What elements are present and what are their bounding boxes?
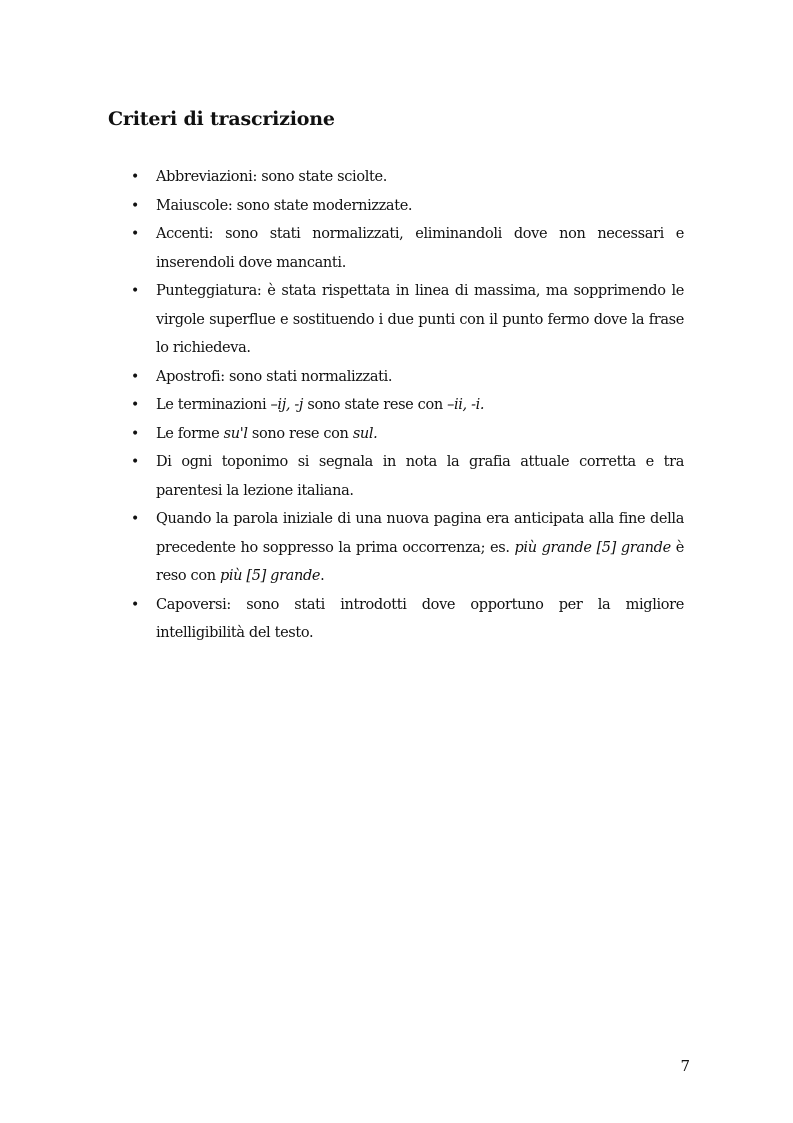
list-item <box>131 505 684 591</box>
bullet-marker: • <box>131 169 139 185</box>
page-number: 7 <box>680 1057 690 1075</box>
italic-text: più grande [5] grande <box>514 539 671 556</box>
bullet-marker: • <box>131 596 139 613</box>
list-item <box>131 192 684 221</box>
bullet-marker: • <box>131 511 139 527</box>
criteria-list <box>131 163 684 648</box>
item-text: Le terminazioni <box>156 397 271 413</box>
bullet-marker: • <box>131 397 139 413</box>
italic-text: sul. <box>352 425 378 442</box>
list-item <box>131 163 684 192</box>
item-text: Apostrofi: sono stati normalizzati. <box>156 368 393 385</box>
list-item <box>131 591 684 648</box>
bullet-marker: • <box>131 226 139 242</box>
bullet-marker: • <box>131 283 139 299</box>
item-text: sono state rese con <box>303 397 448 413</box>
italic-text: più [5] grande <box>219 568 321 584</box>
item-text: sono rese con <box>247 425 353 442</box>
list-item <box>131 448 684 505</box>
bullet-marker: • <box>131 425 139 442</box>
italic-text: su'l <box>223 425 248 442</box>
italic-text: –ii, <box>447 397 467 413</box>
item-text: Abbreviazioni: sono state sciolte. <box>156 169 387 185</box>
list-item <box>131 363 684 392</box>
italic-text: –ij, -j <box>270 397 304 413</box>
item-text: Quando la parola iniziale di una nuova pagina era anticipata alla fine della precedente ho soppresso la prima occorrenza; es. <box>156 511 684 556</box>
list-item <box>131 220 684 277</box>
item-text: Capoversi: sono stati introdotti dove opportuno per la migliore intelligibilità del testo. <box>156 596 684 641</box>
list-item <box>131 391 684 420</box>
item-text: . <box>320 568 325 584</box>
list-item <box>131 420 684 449</box>
item-text: Maiuscole: sono state modernizzate. <box>156 197 413 214</box>
item-text: è reso con <box>156 539 684 584</box>
italic-text: -i. <box>471 397 485 413</box>
bullet-marker: • <box>131 368 139 385</box>
section-heading: Criteri di trascrizione <box>108 108 335 130</box>
bullet-marker: • <box>131 197 139 214</box>
item-text: Le forme <box>156 425 224 442</box>
bullet-marker: • <box>131 454 139 470</box>
item-text: Punteggiatura: è stata rispettata in linea di massima, ma sopprimendo le virgole superflue e sostituendo i due punti con il punto fermo dove la frase lo richiedeva. <box>156 283 684 356</box>
item-text: Accenti: sono stati normalizzati, eliminandoli dove non necessari e inserendoli dove mancanti. <box>156 226 684 271</box>
item-text: Di ogni toponimo si segnala in nota la grafia attuale corretta e tra parentesi la lezione italiana. <box>156 454 684 499</box>
list-item <box>131 277 684 363</box>
